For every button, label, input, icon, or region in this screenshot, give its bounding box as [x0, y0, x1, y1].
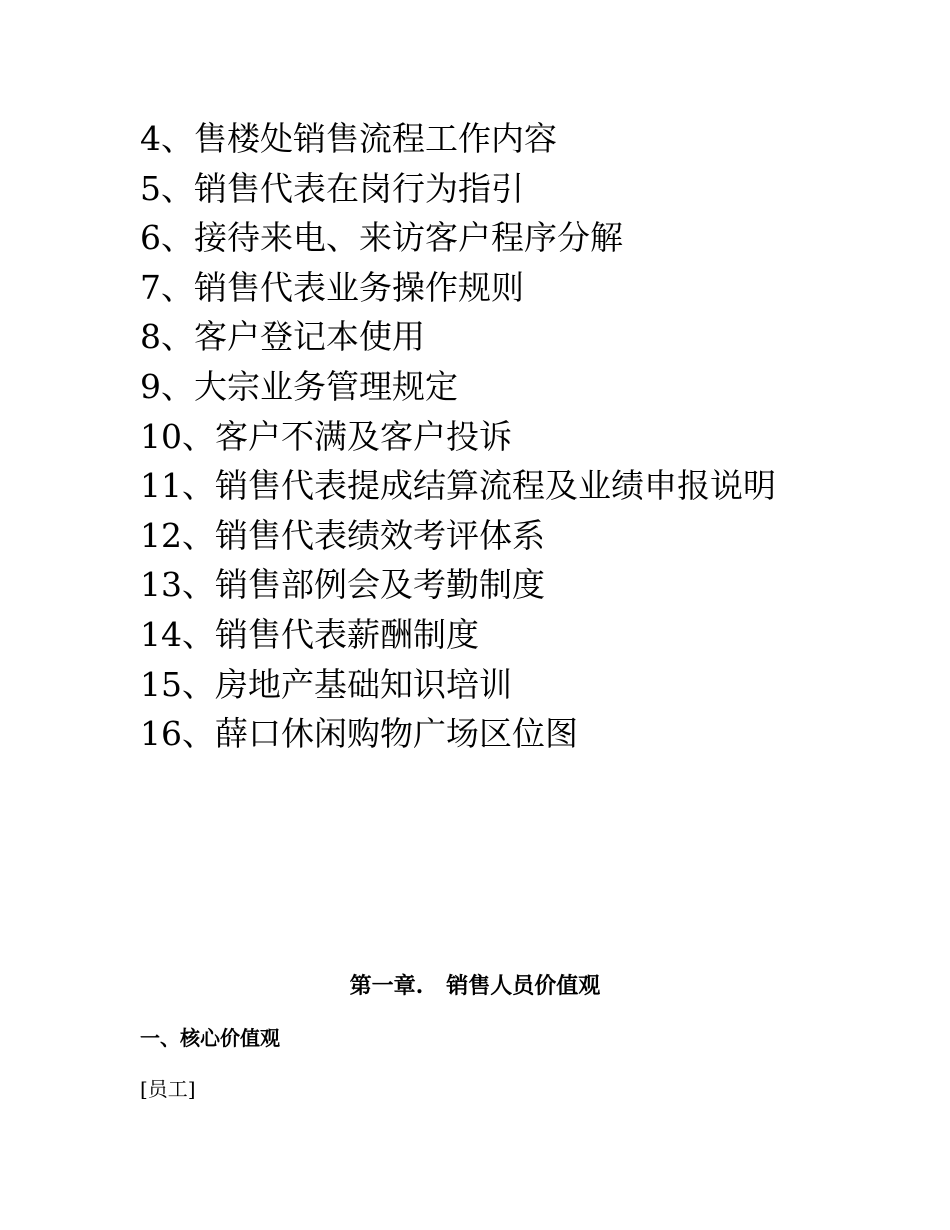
toc-item: 15、房地产基础知识培训 [140, 664, 512, 704]
toc-item: 16、薛口休闲购物广场区位图 [140, 714, 578, 754]
toc-item: 13、销售部例会及考勤制度 [140, 565, 545, 605]
toc-item: 10、客户不满及客户投诉 [140, 416, 512, 456]
toc-item: 14、销售代表薪酬制度 [140, 614, 479, 654]
toc-item: 5、销售代表在岗行为指引 [140, 168, 524, 208]
toc-item: 11、销售代表提成结算流程及业绩申报说明 [140, 466, 776, 506]
toc-item: 6、接待来电、来访客户程序分解 [140, 218, 623, 258]
toc-item: 4、售楼处销售流程工作内容 [140, 119, 557, 158]
toc-item: 8、客户登记本使用 [140, 317, 425, 357]
table-of-contents [140, 114, 776, 759]
chapter-title: 第一章. 销售人员价值观 [349, 973, 601, 999]
section-heading: 一、核心价值观 [140, 1026, 280, 1050]
toc-item: 7、销售代表业务操作规则 [140, 267, 524, 307]
toc-item: 9、大宗业务管理规定 [140, 366, 458, 406]
body-paragraph: [员工] [140, 1077, 196, 1101]
toc-item: 12、销售代表绩效考评体系 [140, 515, 545, 555]
